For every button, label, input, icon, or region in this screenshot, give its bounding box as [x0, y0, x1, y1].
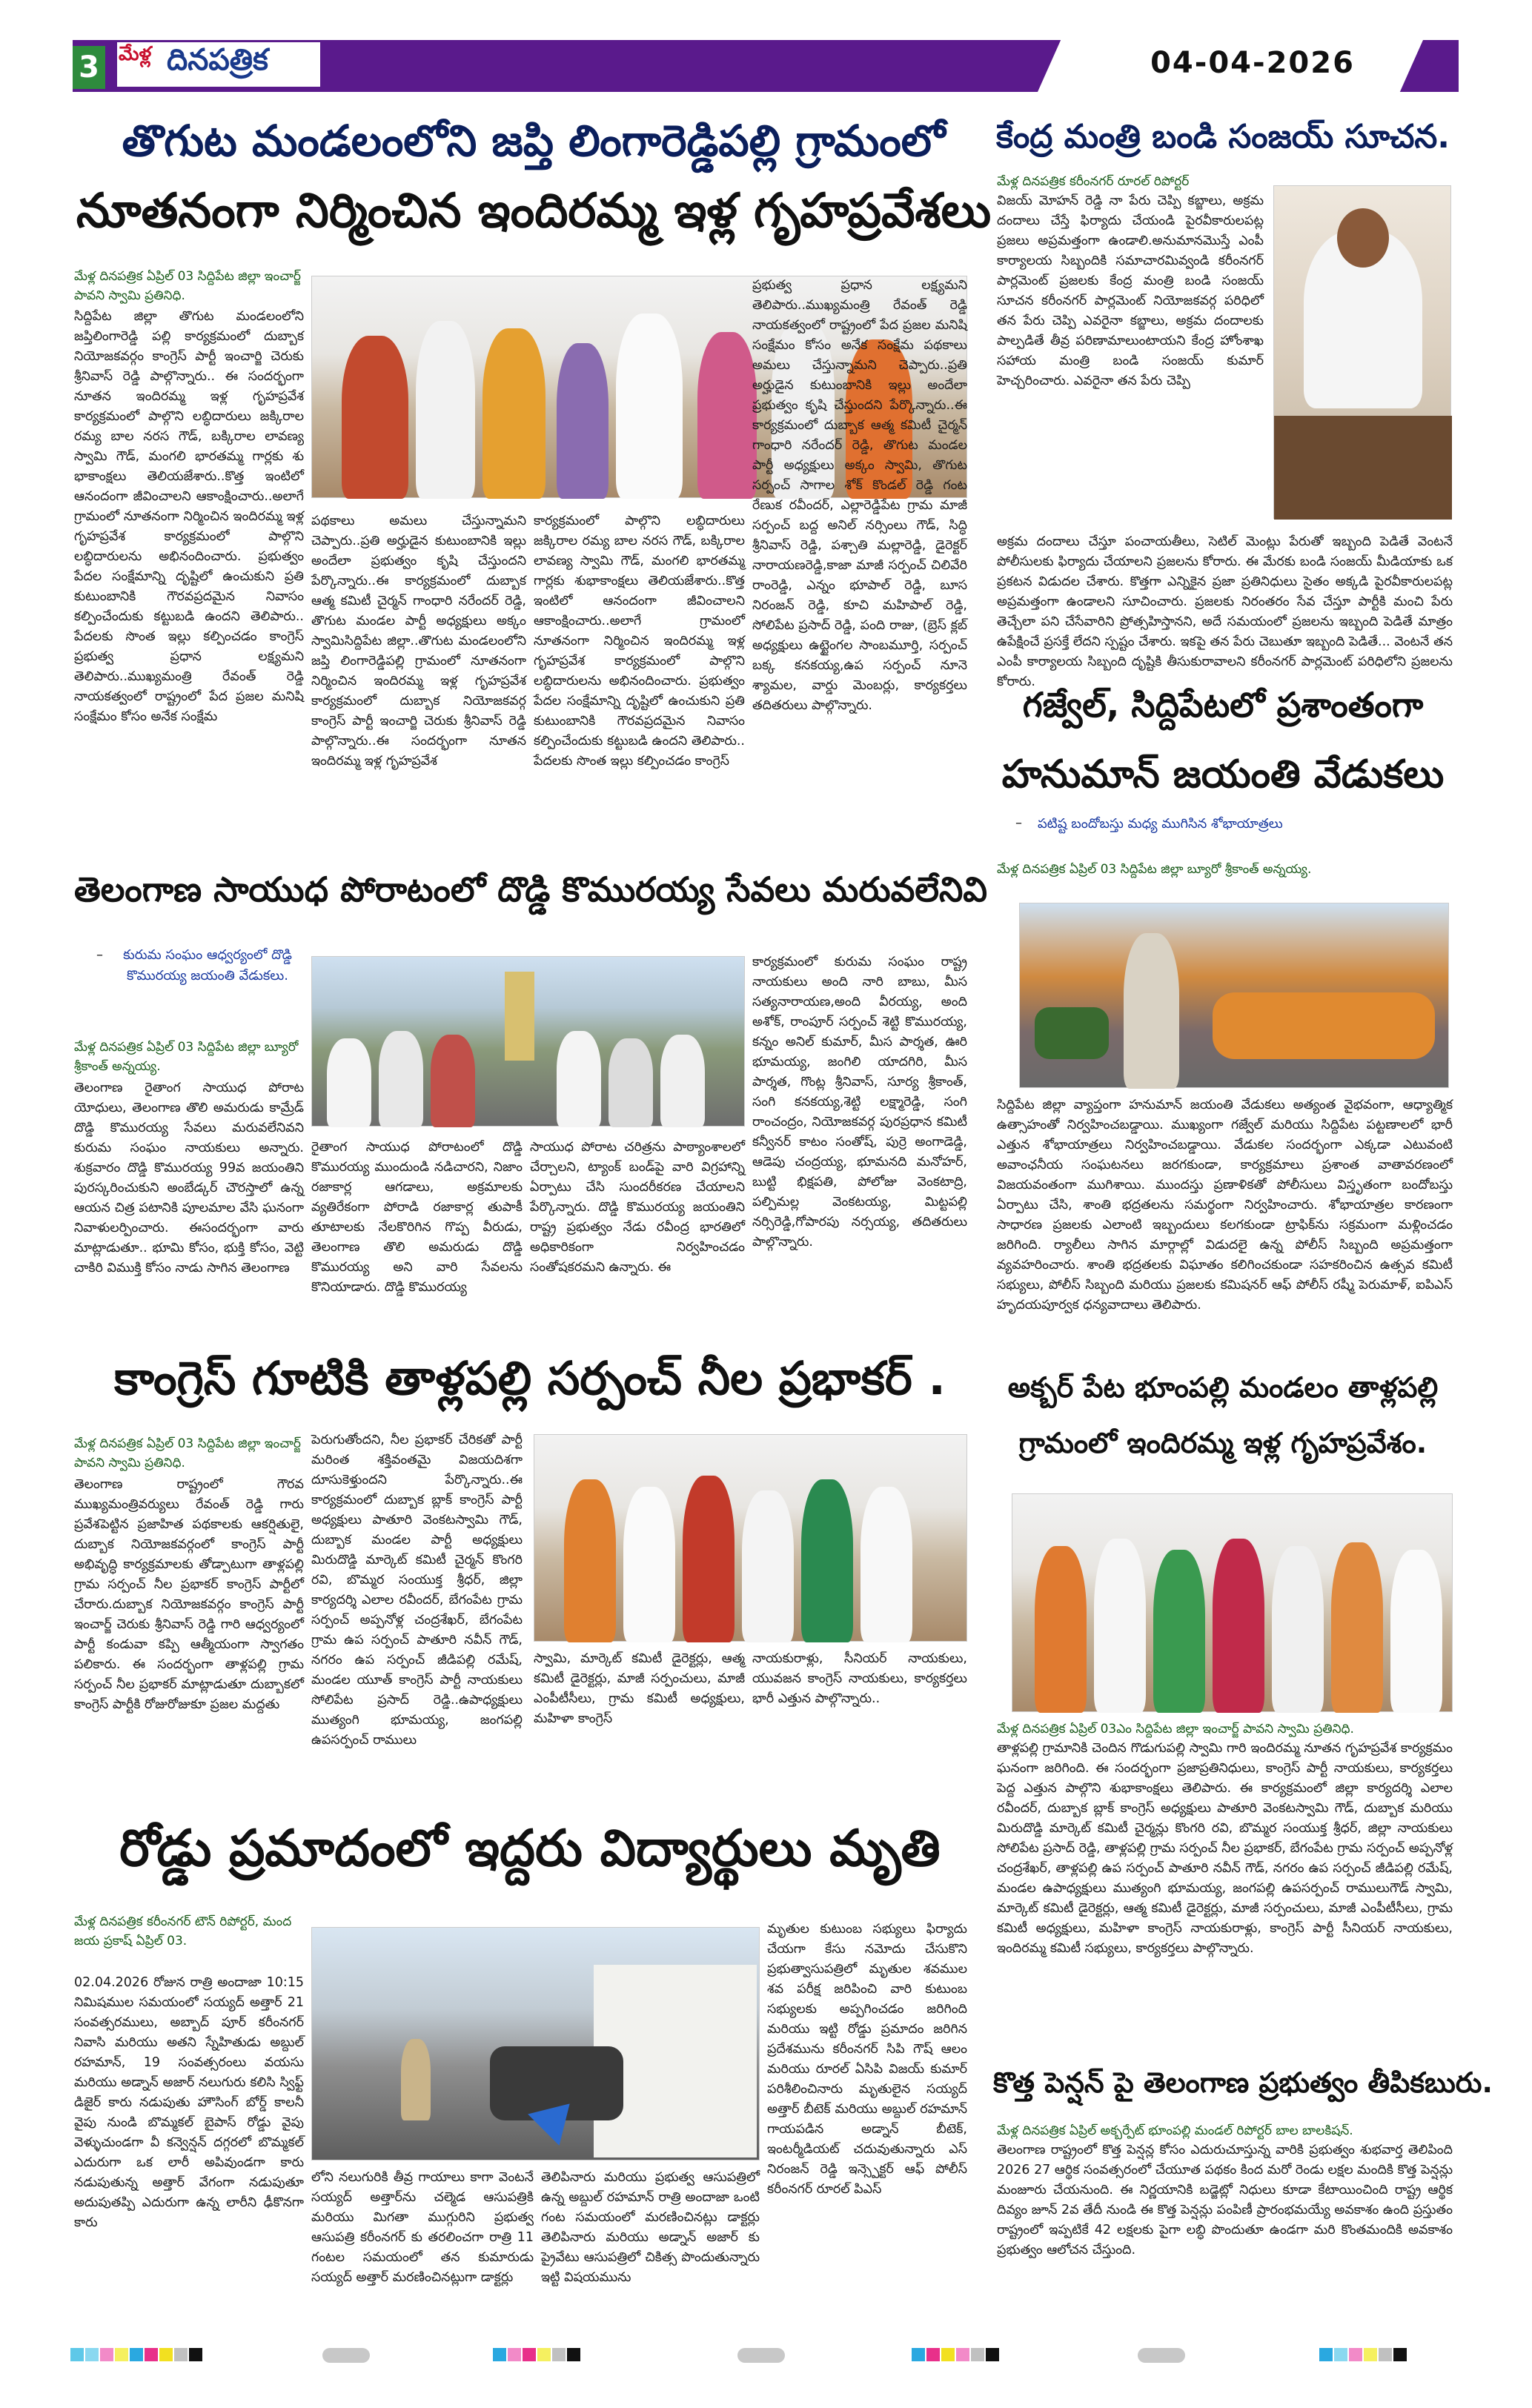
doddi-col3: సాయుధ పోరాట చరిత్రను పాఠ్యాంశాలలో చేర్చాలని, ట్యాంక్ బండ్‌పై వారి విగ్రహాన్ని ఏర్పాటు చేసి సుందరీకరణ చేయాలని పేర్కొన్నారు. దొడ్డి కొమురయ్య జయంతిని రాష్ట్ర ప్రభుత్వం నేడు రవీంద్ర భారతిలో అధికారికంగా నిర్వహించడం సంతోషకరమని ఉన్నారు. ఈ [530, 1140, 745, 1275]
indiramma-col2: పథకాలు అమలు చేస్తున్నామని చెప్పారు..ప్రతి అర్హుడైన కుటుంబానికి ఇల్లు అందేలా ప్రభుత్వం కృషి చేస్తుందని పేర్కొన్నారు..ఈ కార్యక్రమంలో దుబ్బాక ఆత్మ కమిటీ చైర్మన్ గాంధారి నరేందర్ రెడ్డి, తొగుట మండల పార్టీ అధ్యక్షులు అక్కం స్వామిసిద్దిపేట జిల్లా..తొగుట మండలంలోని జప్తి లింగారెడ్డిపల్లి గ్రామంలో నూతనంగా నిర్మించిన ఇందిరమ్మ ఇళ్ల గృహప్రవేశ కార్యక్రమంలో దుబ్బాక నియోజకవర్గ కాంగ్రెస్ పార్టీ ఇంచార్జి చెరుకు శ్రీనివాస్ రెడ్డి పాల్గొన్నారు..ఈ సందర్భంగా నూతన ఇందిరమ్మ ఇళ్ల గృహప్రవేశ [311, 514, 526, 769]
headline-road-accident: రోడ్డు ప్రమాదంలో ఇద్దరు విద్యార్థులు మృతి [119, 1820, 941, 1878]
byline-pension: మేళ్ల దినపత్రిక ఏప్రిల్ అక్బర్పేట్ భూంపల్లి మండల్ రిపోర్టర్ బాల బాలకిషన్. [997, 2123, 1353, 2138]
headline-akbarpet-line1: అక్బర్ పేట భూంపల్లి మండలం తాళ్లపల్లి [1007, 1371, 1439, 1404]
headline-pension: కొత్త పెన్షన్ పై తెలంగాణ ప్రభుత్వం తీపికబురు. [993, 2066, 1493, 2099]
byline-indiramma: మేళ్ల దినపత్రిక ఏప్రిల్ 03 సిద్దిపేట జిల్లా ఇంచార్జ్ పావని స్వామి ప్రతినిధి. [74, 269, 301, 303]
akbarpet-photo [1012, 1493, 1453, 1712]
headline-bandi-sanjay: కేంద్ర మంత్రి బండి సంజయ్ సూచన. [995, 118, 1450, 156]
neela-col1: తెలంగాణ రాష్ట్రంలో గౌరవ ముఖ్యమంత్రివర్యులు రేవంత్ రెడ్డి గారు ప్రవేశపెట్టిన ప్రజాహిత పథకాలకు ఆకర్షితులై, దుబ్బాక నియోజకవర్గంలో కాంగ్రెస్ పార్టీ అభివృద్ధి కార్యక్రమాలకు తోడ్పాటుగా తాళ్లపల్లి గ్రామ సర్పంచ్ నీల ప్రభాకర్ కాంగ్రెస్ పార్టీలో చేరారు.దుబ్బాక నియోజకవర్గం కాంగ్రెస్ పార్టీ ఇంచార్జ్ చెరుకు శ్రీనివాస్ రెడ్డి గారి ఆధ్వర్యంలో పార్టీ కండువా కప్పి ఆత్మీయంగా స్వాగతం పలికారు. ఈ సందర్భంగా తాళ్లపల్లి గ్రామ సర్పంచ్ నీల ప్రభాకర్ మాట్లాడుతూ దుబ్బాకలో కాంగ్రెస్ పార్టీకి రోజురోజుకూ ప్రజల మద్దతు [74, 1477, 304, 1712]
logo-prefix: మేళ్ల [119, 43, 152, 65]
doddi-col4: కార్యక్రమంలో కురుమ సంఘం రాష్ట్ర నాయకులు అంది నారి బాబు, మీస సత్యనారాయణ,అంది వీరయ్య, అంది అశోక్, రాంపూర్ సర్పంచ్ శెట్టి కొమురయ్య, కన్నం అనిల్ కుమార్, మీస పార్శత, ఊరి భూమయ్య, జంగిలి యాదగిరి, మీస పార్శత, గొంట్ల శ్రీనివాస్, సూర్య శ్రీకాంత్, సంగి కనకయ్య,శెట్టి లక్ష్మారెడ్డి, సంగి రాంచంద్రం, నియోజకవర్గ పురప్రధాన కమిటీ కన్వీనర్ కాటం సంతోష్, పుర్రె అంగాడెడ్డి, ఆడెపు చంద్రయ్య, భూమనది మనోహర్, బుట్టి భిక్షపతి, పోలోజు వెంకటాద్రి, పల్పిమల్ల వెంకటయ్య, మిట్టపల్లి నర్సిరెడ్డి,గోపారపు నర్సయ్య, తదితరులు పాల్గొన్నారు. [752, 955, 967, 1250]
byline-hanuman: మేళ్ల దినపత్రిక ఏప్రిల్ 03 సిద్దిపేట జిల్లా బ్యూరో శ్రీకాంత్ అన్నయ్య. [997, 862, 1312, 877]
logo-title: దినపత్రిక [167, 43, 268, 77]
doddi-tribute-photo [311, 956, 745, 1127]
indiramma-col3: కార్యక్రమంలో పాల్గొని లబ్ధిదారులు జక్కిరాల రమ్య బాల నరస గౌడ్, బక్కిరాల లావణ్య స్వామి గౌడ్, మంగలి భారతమ్మ గార్లకు శుభాకాంక్షలు తెలియజేశారు..కొత్త ఇంటిలో ఆనందంగా జీవించాలని ఆకాంక్షించారు..అలాగే గ్రామంలో నూతనంగా నిర్మించిన ఇందిరమ్మ ఇళ్ల గృహప్రవేశ కార్యక్రమంలో పాల్గొని లబ్ధిదారులను అభినందించారు. ప్రభుత్వం పేదల సంక్షేమాన్ని దృష్టిలో ఉంచుకుని ప్రతి కుటుంబానికి గౌరవప్రదమైన నివాసం కల్పించేందుకు కట్టుబడి ఉందని తెలిపారు.. పేదలకు సొంత ఇల్లు కల్పించడం కాంగ్రెస్ [534, 514, 745, 769]
headline-indiramma-line1: తొగుట మండలంలోని జప్తి లింగారెడ్డిపల్లి గ్రామంలో [122, 116, 946, 166]
headline-hanuman-line1: గజ్వేల్, సిద్దిపేటలో ప్రశాంతంగా [1022, 685, 1424, 725]
registration-marks-mid [493, 2348, 641, 2363]
registration-pill-1 [322, 2348, 370, 2363]
page-number: 3 [73, 46, 105, 89]
indiramma-col4: ప్రభుత్వ ప్రధాన లక్ష్యమని తెలిపారు..ముఖ్యమంత్రి రేవంత్ రెడ్డి నాయకత్వంలో రాష్ట్రంలో పేద ప్రజల మనిషి సంక్షేమం కోసం అనేక సంక్షేమ పథకాలు అమలు చేస్తున్నామని చెప్పారు..ప్రతి అర్హుడైన కుటుంబానికి ఇల్లు అందేలా ప్రభుత్వం కృషి చేస్తుందని పేర్కొన్నారు..ఈ కార్యక్రమంలో దుబ్బాక ఆత్మ కమిటీ చైర్మన్ గాంధారి నరేందర్ రెడ్డి, తొగుట మండల పార్టీ అధ్యక్షులు అక్కం స్వామి, తొగుట సర్పంచ్ సాగాల శోక్ కొండల్ రెడ్డి గంట రేణుక రవీందర్, ఎల్లారెడ్డిపేట గ్రామ మాజీ సర్పంచ్ బద్ద అనిల్ నర్సింలు గౌడ్, సిద్ధి శ్రీనివాస్ రెడ్డి, పశ్చాతి మల్లారెడ్డి, డైరెక్టర్ నారాయణరెడ్డి,కాజా మాజీ సర్పంచ్ చిలివేరి రాంరెడ్డి, ఎన్నం భూపాల్ రెడ్డి, బూస నిరంజన్ రెడ్డి, కూచి మహిపాల్ రెడ్డి, సోలిపేట ప్రసాద్ రెడ్డి, పంది రాజు, (బ్రెస్ క్లబ్ అధ్యక్షులు ఉట్టైంగల సాంబమూర్తి, సర్పంచ్ బక్క కనకయ్య,ఉప సర్పంచ్ నూనె శ్యామల, వార్డు మెంబర్లు, కార్యకర్తలు తదితరులు పాల్గొన్నారు. [752, 278, 967, 713]
headline-akbarpet-line2: గ్రామంలో ఇందిరమ్మ ఇళ్ల గృహప్రవేశం. [1018, 1427, 1427, 1459]
neela-joining-photo [534, 1434, 967, 1642]
byline-neela: మేళ్ల దినపత్రిక ఏప్రిల్ 03 సిద్దిపేట జిల్లా ఇంచార్జ్ పావని స్వామి ప్రతినిధి. [74, 1436, 301, 1470]
byline-accident: మేళ్ల దినపత్రిక కరీంనగర్ టౌన్ రిపోర్టర్, మంద జయ ప్రకాష్ ఏప్రిల్ 03. [74, 1914, 292, 1948]
byline-bandi-sanjay: మేళ్ల దినపత్రిక కరీంనగర్ రూరల్ రిపోర్టర్ [997, 174, 1190, 189]
accident-photo [311, 1927, 760, 2160]
subhead-doddi: కురుమ సంఘం ఆధ్వర్యంలో దొడ్డి కొమురయ్య జయంతి వేడుకలు. [123, 947, 292, 984]
bandi-sanjay-narrow-text: విజయ్ మోహన్ రెడ్డి నా పేరు చెప్పి కబ్జాలు, అక్రమ దందాలు చేస్తే ఫిర్యాదు చేయండి పైరవీకారులపట్ల ప్రజలు అప్రమత్తంగా ఉండాలి.అనుమానమొస్తే ఎంపీ కార్యాలయ సిబ్బందికి సమాచారమివ్వండి కరీంనగర్ పార్లమెంట్ ప్రజలకు కేంద్ర మంత్రి బండి సంజయ్ సూచన కరీంనగర్ పార్లమెంట్ నియోజకవర్గ పరిధిలో తన పేరు చెప్పి ఎవరైనా కబ్జాలు, అక్రమ దందాలకు పాల్పడితే తీవ్ర పరిణామాలుంటాయని కేంద్ర హోంశాఖ సహాయ మంత్రి బండి సంజయ్ కుమార్ హెచ్చరించారు. ఎవరైనా తన పేరు చెప్పి [997, 193, 1264, 388]
registration-pill-2 [737, 2348, 785, 2363]
hanuman-rally-photo [1019, 903, 1449, 1088]
bandi-sanjay-wide-text: అక్రమ దందాలు చేస్తూ పంచాయతీలు, సెటిల్ మెంట్లు పేరుతో ఇబ్బంది పెడితే వెంటనే పోలీసులకు ఫిర్యాదు చేయాలని ప్రజలను కోరారు. ఈ మేరకు బండి సంజయ్ మీడియాకు ఒక ప్రకటన విడుదల చేశారు. కొత్తగా ఎన్నికైన ప్రజా ప్రతినిధులు సైతం అక్కడి పైరవీకారులపట్ల అప్రమత్తంగా ఉండాలని సూచించారు. ప్రజలకు నిరంతరం సేవ చేస్తూ పార్టీకి మంచి పేరు తెచ్చేలా పని చేసేవారిని ప్రోత్సహిస్తానని, అదే సమయంలో ప్రజలను ఇబ్బంది పెడితే మాత్రం ఉపేక్షించే ప్రసక్తే లేదని స్పష్టం చేశారు. ఇకపై తన పేరు చెబుతూ ఇబ్బంది పెడితే... వెంటనే తన ఎంపీ కార్యాలయ సిబ్బంది దృష్టికి తీసుకురావాలని కరీంనగర్ పార్లమెంట్ పరిధిలోని ప్రజలను కోరారు. [997, 534, 1453, 689]
neela-col2: పెరుగుతోందని, నీల ప్రభాకర్ చేరికతో పార్టీ మరింత శక్తివంతమై విజయదిశగా దూసుకెళ్తుందని పేర్కొన్నారు..ఈ కార్యక్రమంలో దుబ్బాక బ్లాక్ కాంగ్రెస్ పార్టీ అధ్యక్షులు పాతూరి వెంకటస్వామి గౌడ్, దుబ్బాక మండల పార్టీ అధ్యక్షులు మిరుదొడ్డి మార్కెట్ కమిటీ చైర్మన్ కొంగరి రవి, బొమ్మర సంయుక్త శ్రీధర్, జిల్లా కార్యదర్శి ఎలాల రవీందర్, బేగంపేట గ్రామ సర్పంచ్ అప్పనోళ్ల చంద్రశేఖర్, బేగంపేట గ్రామ ఉప సర్పంచ్ పాతూరి నవీన్ గౌడ్, నగరం ఉప సర్పంచ్ జీడిపల్లి రమేష్, మండల యూత్ కాంగ్రెస్ పార్టీ నాయకులు సోలిపేట ప్రసాద్ రెడ్డి..ఉపాధ్యక్షులు ముత్యంగి భూమయ్య, జంగపల్లి ఉపసర్పంచ్ రాములు [311, 1433, 523, 1748]
subhead-hanuman: పటిష్ట బందోబస్తు మధ్య ముగిసిన శోభాయాత్రలు [1038, 816, 1283, 832]
registration-marks-right [912, 2348, 1060, 2363]
indiramma-col1: సిద్దిపేట జిల్లా తొగుట మండలంలోని జప్తిలింగారెడ్డి పల్లి కార్యక్రమంలో దుబ్బాక నియోజకవర్గం కాంగ్రెస్ పార్టీ ఇంచార్జి చెరుకు శ్రీనివాస్ రెడ్డి పాల్గొన్నారు.. ఈ సందర్భంగా నూతన ఇందిరమ్మ ఇళ్ల గృహప్రవేశ కార్యక్రమంలో పాల్గొని లబ్ధిదారులు జక్కిరాల రమ్య బాల నరస గౌడ్, బక్కిరాల లావణ్య స్వామి గౌడ్, మంగలి భారతమ్మ గార్లకు శు భాకాంక్షలు తెలియజేశారు..కొత్త ఇంటిలో ఆనందంగా జీవించాలని ఆకాంక్షించారు..అలాగే గ్రామంలో నూతనంగా నిర్మించిన ఇందిరమ్మ ఇళ్ల గృహప్రవేశ కార్యక్రమంలో పాల్గొని లబ్ధిదారులను అభినందించారు. ప్రభుత్వం పేదల సంక్షేమాన్ని దృష్టిలో ఉంచుకుని ప్రతి కుటుంబానికి గౌరవప్రదమైన నివాసం కల్పించేందుకు కట్టుబడి ఉందని తెలిపారు.. పేదలకు సొంత ఇల్లు కల్పించడం కాంగ్రెస్ ప్రభుత్వ ప్రధాన లక్ష్యమని తెలిపారు..ముఖ్యమంత్రి రేవంత్ రెడ్డి నాయకత్వంలో రాష్ట్రంలో పేద ప్రజల మనిషి సంక్షేమం కోసం అనేక సంక్షేమ [74, 309, 304, 724]
headline-neela-prabhakar: కాంగ్రెస్ గూటికి తాళ్లపల్లి సర్పంచ్ నీల ప్రభాకర్ . [114, 1351, 946, 1405]
hanuman-body: సిద్దిపేట జిల్లా వ్యాప్తంగా హనుమాన్ జయంతి వేడుకలు అత్యంత వైభవంగా, ఆధ్యాత్మిక ఉత్సాహంతో నిర్వహించబడ్డాయి. ముఖ్యంగా గజ్వేల్ మరియు సిద్దిపేట పట్టణాలలో భారీ ఎత్తున శోభాయాత్రలు నిర్వహించబడ్డాయి. వేడుకల సందర్భంగా ఎక్కడా ఎటువంటి అవాంఛనీయ సంఘటనలు జరగకుండా, కార్యక్రమాలు ప్రశాంత వాతావరణంలో విజయవంతంగా ముగిశాయి. ముందస్తు ప్రణాళికతో పోలీసులు విస్తృతంగా బందోబస్తు ఏర్పాటు చేసి, శాంతి భద్రతలను సమర్థంగా నిర్వహించారు. శోభాయాత్రల కారణంగా సాధారణ ప్రజలకు ఎలాంటి ఇబ్బందులు కలగకుండా ట్రాఫిక్‌ను సక్రమంగా మళ్లించడం జరిగింది. ర్యాలీలు సాగిన మార్గాల్లో విడుదలై ఉన్న పోలీస్ సిబ్బంది అప్రమత్తంగా వ్యవహరించారు. శాంతి భద్రతలకు విఘాతం కలిగించకుండా సహకరించిన ఉత్సవ కమిటీ సభ్యులు, పోలీస్ సిబ్బంది మరియు ప్రజలకు కమిషనర్ ఆఫ్ పోలీస్ రష్మీ పెరుమాళ్, ఐపిఎస్ హృదయపూర్వక ధన్యవాదాలు తెలిపారు. [997, 1098, 1453, 1313]
issue-date: 04-04-2026 [1150, 46, 1355, 80]
byline-akbarpet: మేళ్ల దినపత్రిక ఏప్రిల్ 03ఎం సిద్దిపేట జిల్లా ఇంచార్జ్ పావని స్వామి ప్రతినిధి. [997, 1722, 1354, 1737]
accident-col1: 02.04.2026 రోజున రాత్రి అందాజా 10:15 నిమిషముల సమయంలో సయ్యద్ అత్తార్ 21 సంవత్సరములు, అబ్బాద్ పూర్ కరీంనగర్ నివాసి మరియు అతని స్నేహితుడు అబ్దుల్ రహమాన్, 19 సంవత్సరంలు వయసు మరియు అడ్నాన్ అజార్ నలుగురు కలిసి స్విఫ్ట్ డిజైర్ కారు నడుపుతు హౌసింగ్ బోర్డ్ కాలనీ వైపు నుండి బొమ్మకల్ బైపాస్ రోడ్డు వైపు వెళ్ళుచుండగా వీ కన్వెన్షన్ దగ్గరలో బొమ్మకల్ ఎదురుగా ఒక లారీ అపివుండగా కారు నడుపుతున్న అత్తార్ వేగంగా నడుపుతూ అదుపుతప్పి ఎదురుగా ఉన్న లారీని ఢీకొనగా కారు [74, 1975, 304, 2230]
doddi-col1: తెలంగాణ రైతాంగ సాయుధ పోరాట యోధులు, తెలంగాణ తొలి అమరుడు కామ్రేడ్ దొడ్డి కొమురయ్య సేవలు మరువలేనివని కురుమ సంఘం నాయకులు అన్నారు. శుక్రవారం దొడ్డి కొమురయ్య 99వ జయంతిని పురస్కరించుకుని అంబేడ్కర్ చౌరస్తాలో ఉన్న ఆయన చిత్ర పటానికి పూలమాల వేసి ఘనంగా నివాళులర్పించారు. ఈసందర్భంగా వారు మాట్లాడుతూ.. భూమి కోసం, భుక్తి కోసం, వెట్టి చాకిరి విముక్తి కోసం నాడు సాగిన తెలంగాణ [74, 1081, 304, 1276]
accident-col2: లోని నలుగురికి తీవ్ర గాయాలు కాగా వెంటనే సయ్యద్ అత్తార్‌ను చల్మెడ ఆసుపత్రికి మరియు మిగతా ముగ్గురిని ప్రభుత్వ ఆసుపత్రి కరీంనగర్ కు తరలించగా రాత్రి 11 గంటల సమయంలో తన కుమారుడు సయ్యద్ అత్తార్ మరణించినట్లుగా డాక్టర్లు [311, 2170, 534, 2285]
accident-col4: మృతుల కుటుంబ సభ్యులు ఫిర్యాదు చేయగా కేసు నమోదు చేసుకొని ప్రభుత్వాసుపత్రిలో మృతుల శవముల శవ పరీక్ష జరిపించి వారి కుటుంబ సభ్యులకు అప్పగించడం జరిగింది మరియు ఇట్టి రోడ్డు ప్రమాదం జరిగిన ప్రదేశమును కరీంనగర్ సిపి గౌష్ ఆలం మరియు రూరల్ ఏసిపి విజయ్ కుమార్ పరిశీలించినారు మృతులైన సయ్యద్ అత్తార్ బీటెక్ మరియు అబ్దుల్ రహమాన్ గాయపడిన అడ్నాన్ బీటెక్, ఇంటర్మీడియట్ చదువుతున్నారు ఎస్ నిరంజన్ రెడ్డి ఇన్స్పెక్టర్ ఆఫ్ పోలీస్ కరీంనగర్ రూరల్ పిఎస్ [767, 1922, 967, 2197]
headline-indiramma-line2: నూతనంగా నిర్మించిన ఇందిరమ్మ ఇళ్ల గృహప్రవేశలు [76, 184, 992, 239]
neela-col3: స్వామి, మార్కెట్ కమిటీ డైరెక్టర్లు, ఆత్మ కమిటీ డైరెక్టర్లు, మాజీ సర్పంచులు, మాజీ ఎంపీటీసీలు, గ్రామ కమిటీ అధ్యక్షులు, మహిళా కాంగ్రెస్ [534, 1651, 745, 1726]
headline-doddi-komuraiah: తెలంగాణ సాయుధ పోరాటంలో దొడ్డి కొమురయ్య సేవలు మరువలేనివి [74, 869, 987, 909]
doddi-col2: రైతాంగ సాయుధ పోరాటంలో దొడ్డి కొమురయ్య ముందుండి నడిచారని, నిజాం రజాకార్ల ఆగడాలు, అక్రమాలకు వ్యతిరేకంగా పోరాడి రజాకార్ల తుపాకీ తూటాలకు నేలకొరిగిన గొప్ప వీరుడు, తెలంగాణ తొలి అమరుడు దొడ్డి కొమురయ్య అని వారి సేవలను కొనియాడారు. దొడ్డి కొమురయ్య [311, 1140, 523, 1295]
registration-marks-left [70, 2348, 263, 2363]
pension-body: తెలంగాణ రాష్ట్రంలో కొత్త పెన్షన్ల కోసం ఎదురుచూస్తున్న వారికి ప్రభుత్వం శుభవార్త తెలిపింది 2026 27 ఆర్థిక సంవత్సరంలో చేయూత పథకం కింద మరో రెండు లక్షల మందికి కొత్త పెన్షన్లు మంజూరు చేయనుంది. ఈ నిర్ణయానికి బడ్జెట్లో నిధులు కూడా కేటాయించింది రాష్ట్ర ఆర్థిక దివ్యం జూన్ 2వ తేదీ నుండి ఈ కొత్త పెన్షన్లు పంపిణీ ప్రారంభమయ్యే అవకాశం ఉంది ప్రస్తుతం రాష్ట్రంలో ఇప్పటికే 42 లక్షలకు పైగా లబ్ధి పొందుతూ ఉండగా మరి కొంతమందికి అవకాశం ప్రభుత్వం ఆలోచన చేస్తుంది. [997, 2143, 1453, 2258]
bandi-sanjay-photo [1273, 185, 1451, 519]
subhead-dash: – [1015, 815, 1022, 831]
headline-hanuman-line2: హనుమాన్ జయంతి వేడుకలు [1001, 752, 1445, 797]
akbarpet-body: తాళ్లపల్లి గ్రామానికి చెందిన గొడుగుపల్లి స్వామి గారి ఇందిరమ్మ నూతన గృహప్రవేశ కార్యక్రమం ఘనంగా జరిగింది. ఈ సందర్భంగా ప్రజాప్రతినిధులు, కాంగ్రెస్ పార్టీ నాయకులు, కార్యకర్తలు పెద్ద ఎత్తున పాల్గొని శుభాకాంక్షలు తెలిపారు. ఈ కార్యక్రమంలో జిల్లా కార్యదర్శి ఎలాల రవీందర్, దుబ్బాక బ్లాక్ కాంగ్రెస్ అధ్యక్షులు పాతూరి వెంకటస్వామి గౌడ్, దుబ్బాక మరియు మిరుదొడ్డి మార్కెట్ కమిటీ చైర్మన్లు కొంగరి రవి, బొమ్మర సంయుక్త శ్రీధర్, జిల్లా నాయకులు సోలిపేట ప్రసాద్ రెడ్డి, తాళ్లపల్లి గ్రామ సర్పంచ్ నీల ప్రభాకర్, బేగంపేట గ్రామ సర్పంచ్ అప్పనోళ్ల చంద్రశేఖర్, తాళ్లపల్లి ఉప సర్పంచ్ పాతూరి నవీన్ గౌడ్, నగరం ఉప సర్పంచ్ జీడిపల్లి రమేష్, మండల ఉపాధ్యక్షులు ముత్యంగి భూమయ్య, జంగపల్లి ఉపసర్పంచ్ రాములుగౌడ్ స్వామి, మార్కెట్ కమిటీ డైరెక్టర్లు, ఆత్మ కమిటీ డైరెక్టర్లు, మాజీ సర్పంచులు, మాజీ ఎంపీటీసీలు, గ్రామ కమిటీ అధ్యక్షులు, మహిళా కాంగ్రెస్ నాయకురాళ్లు, కాంగ్రెస్ పార్టీ సీనియర్ నాయకులు, ఇందిరమ్మ కమిటీ సభ్యులు, కార్యకర్తలు పాల్గొన్నారు. [997, 1741, 1453, 1956]
neela-col4: నాయకురాళ్లు, సీనియర్ నాయకులు, యువజన కాంగ్రెస్ నాయకులు, కార్యకర్తలు భారీ ఎత్తున పాల్గొన్నారు.. [752, 1651, 967, 1706]
registration-marks-far-right [1319, 2348, 1468, 2363]
byline-doddi: మేళ్ల దినపత్రిక ఏప్రిల్ 03 సిద్దిపేట జిల్లా బ్యూరో శ్రీకాంత్ అన్నయ్య. [74, 1040, 299, 1074]
accident-col3: తెలిపినారు మరియు ప్రభుత్వ ఆసుపత్రిలో ఉన్న అబ్దుల్ రహమాన్ రాత్రి అందాజా ఒంటి గంట సమయంలో మరణించినట్లు డాక్టర్లు తెలిపినారు మరియు అడ్నాన్ అజార్ కు ప్రైవేటు ఆసుపత్రిలో చికిత్స పొందుతున్నారు ఇట్టి విషయమును [541, 2170, 760, 2285]
registration-pill-3 [1138, 2348, 1185, 2363]
subhead-dash-2: – [96, 947, 103, 963]
